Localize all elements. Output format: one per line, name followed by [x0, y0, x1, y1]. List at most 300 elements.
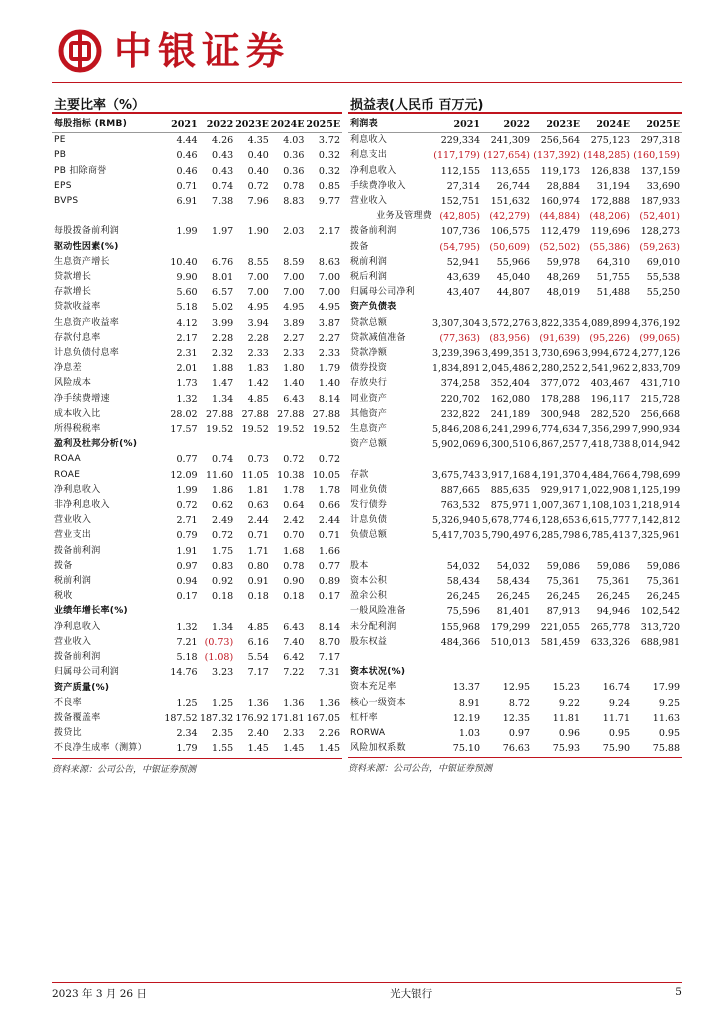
income-row-label: 手续费净收入: [350, 180, 406, 191]
income-cell: 75.10: [452, 743, 480, 755]
ratio-cell: [235, 240, 271, 255]
ratio-cell: (1.08): [204, 652, 234, 664]
ratio-cell: 7.38: [212, 196, 234, 208]
ratio-row: [52, 148, 342, 163]
income-cell: 3,994,672: [582, 348, 631, 360]
income-cell: 69,010: [646, 256, 680, 268]
ratio-cell: 5.54: [247, 652, 269, 664]
income-cell: 8,014,942: [632, 439, 681, 451]
income-row: [348, 437, 682, 452]
income-cell: [582, 665, 632, 680]
income-cell: [582, 300, 632, 315]
ratio-cell: 7.00: [318, 287, 340, 299]
income-cell: 55,966: [496, 256, 530, 268]
ratio-row-label: 拨备前利润: [54, 652, 101, 663]
income-cell: 403,467: [590, 378, 630, 390]
income-cell: [632, 650, 682, 665]
page-footer: [52, 986, 682, 1001]
ratio-cell: 0.78: [283, 180, 305, 192]
income-row: [348, 285, 682, 300]
income-row: [348, 224, 682, 239]
income-row-label: 贷款净额: [350, 348, 388, 359]
ratio-cell: 0.72: [247, 180, 269, 192]
income-cell: 75,361: [546, 576, 580, 588]
income-row-label: 生息资产: [350, 424, 388, 435]
income-row-label: 股东权益: [350, 636, 388, 647]
income-cell: 15.23: [552, 682, 580, 694]
income-cell: 4,089,899: [582, 317, 631, 329]
income-cell: 4,277,126: [632, 348, 681, 360]
ratio-cell: 2.35: [212, 728, 234, 740]
income-cell: [432, 665, 482, 680]
ratio-row: [52, 635, 342, 650]
ratio-row: [52, 179, 342, 194]
income-row: [348, 696, 682, 711]
income-cell: 241,189: [490, 408, 530, 420]
income-cell: 1,007,367: [532, 500, 581, 512]
ratio-row: [52, 665, 342, 680]
income-row: [348, 240, 682, 255]
ratio-cell: [200, 240, 236, 255]
ratio-cell: 2.27: [283, 332, 305, 344]
ratio-row: [52, 164, 342, 179]
income-cell: 152,751: [440, 196, 480, 208]
income-cell: 688,981: [640, 636, 680, 648]
ratio-row: [52, 650, 342, 665]
ratio-cell: 4.35: [247, 135, 269, 147]
ratio-row: [52, 133, 342, 149]
ratio-cell: 19.52: [205, 424, 234, 436]
income-row: [348, 255, 682, 270]
ratio-cell: 0.32: [318, 165, 340, 177]
income-header-label: 利润表: [348, 117, 432, 133]
income-cell: 9.22: [558, 697, 580, 709]
ratio-row-label: BVPS: [54, 196, 79, 207]
income-cell: 1,834,891: [432, 363, 481, 375]
ratio-row: [52, 422, 342, 437]
income-cell: 6,615,777: [582, 515, 631, 527]
income-panel-title: 损益表(人民币 百万元): [350, 98, 484, 113]
income-cell: 241,309: [490, 135, 530, 147]
income-row: [348, 620, 682, 635]
income-cell: 113,655: [490, 165, 530, 177]
income-cell: 9.25: [658, 697, 680, 709]
income-cell: 3,675,743: [432, 469, 481, 481]
report-date: 2023 年 3 月 26 日: [52, 988, 147, 1000]
bank-of-china-logo-icon: [58, 29, 102, 73]
income-cell: 54,032: [496, 560, 530, 572]
ratio-cell: 2.17: [176, 332, 198, 344]
income-cell: 48,019: [546, 287, 580, 299]
ratio-cell: 2.32: [212, 348, 234, 360]
income-cell: 12.35: [502, 712, 530, 724]
ratio-cell: 3.99: [212, 317, 234, 329]
ratio-row-label: 不良率: [54, 697, 82, 708]
income-cell: 5,902,069: [432, 439, 481, 451]
income-cell: 16.74: [602, 682, 630, 694]
income-cell: 55,538: [646, 272, 680, 284]
ratio-cell: 28.02: [170, 408, 198, 420]
ratio-cell: [271, 209, 307, 224]
income-cell: 275,123: [590, 135, 630, 147]
income-cell: (127,654): [483, 150, 530, 162]
ratio-year-header: 2022: [200, 117, 236, 133]
ratio-row-label: 归属母公司利润: [54, 667, 120, 678]
income-cell: 6,128,653: [532, 515, 581, 527]
ratio-cell: 6.76: [212, 256, 234, 268]
ratio-cell: 1.45: [318, 743, 340, 755]
income-row: [348, 270, 682, 285]
ratio-cell: 5.18: [176, 652, 198, 664]
income-cell: 5,790,497: [482, 530, 531, 542]
income-cell: 4,484,766: [582, 469, 631, 481]
ratio-row-label: PE: [54, 135, 66, 146]
ratio-row-label: PB: [54, 150, 67, 161]
ratio-cell: 4.95: [247, 302, 269, 314]
income-cell: 3,730,696: [532, 348, 581, 360]
ratio-cell: 12.09: [170, 469, 198, 481]
income-cell: 26,245: [496, 591, 530, 603]
income-row-label: 资产负债表: [350, 302, 397, 313]
income-cell: 196,117: [590, 393, 630, 405]
ratio-cell: 0.36: [283, 150, 305, 162]
ratio-row-label: 净利息收入: [54, 621, 101, 632]
ratio-cell: 0.89: [318, 576, 340, 588]
ratio-cell: 0.18: [212, 591, 234, 603]
ratio-cell: 27.88: [312, 408, 340, 420]
ratio-cell: 1.90: [247, 226, 269, 238]
income-row-label: 业务及管理费: [376, 211, 432, 222]
ratio-cell: 1.25: [176, 697, 198, 709]
ratio-cell: 1.36: [318, 697, 340, 709]
income-cell: 27,314: [446, 180, 480, 192]
ratio-cell: 0.72: [176, 500, 198, 512]
income-row-label: 一般风险准备: [350, 606, 406, 617]
income-row-label: 盈余公积: [350, 591, 388, 602]
ratio-cell: 10.40: [170, 256, 198, 268]
ratio-cell: (0.73): [204, 636, 234, 648]
income-row-label: 核心一级资本: [350, 697, 406, 708]
income-cell: [432, 650, 482, 665]
ratio-cell: 0.71: [318, 530, 340, 542]
income-cell: 484,366: [440, 636, 480, 648]
ratio-row: [52, 392, 342, 407]
income-cell: 128,273: [640, 226, 680, 238]
income-cell: 187,933: [640, 196, 680, 208]
ratio-cell: 1.25: [212, 697, 234, 709]
ratio-row: [52, 316, 342, 331]
ratio-row: [52, 513, 342, 528]
income-row: [348, 528, 682, 543]
ratio-row: [52, 407, 342, 422]
income-row-label: 资产总额: [350, 439, 388, 450]
income-cell: 58,434: [446, 576, 480, 588]
ratio-row-label: 拨备前利润: [54, 545, 101, 556]
income-cell: 51,488: [596, 287, 630, 299]
ratio-cell: 171.81: [271, 712, 305, 724]
income-cell: 55,250: [646, 287, 680, 299]
income-cell: 2,045,486: [482, 363, 531, 375]
ratio-cell: 7.21: [176, 636, 198, 648]
ratio-row: [52, 726, 342, 741]
ratio-cell: [235, 209, 271, 224]
ratio-cell: 2.31: [176, 348, 198, 360]
ratio-cell: 0.18: [283, 591, 305, 603]
ratio-cell: 0.73: [247, 454, 269, 466]
income-row: [348, 498, 682, 513]
ratio-cell: 1.75: [212, 545, 234, 557]
income-cell: 45,040: [496, 272, 530, 284]
ratio-cell: 6.57: [212, 287, 234, 299]
ratio-cell: 2.44: [318, 515, 340, 527]
income-cell: 7,990,934: [632, 424, 681, 436]
income-cell: [632, 665, 682, 680]
income-cell: [532, 665, 582, 680]
income-cell: 75,361: [596, 576, 630, 588]
income-row: [348, 179, 682, 194]
ratio-cell: 1.80: [283, 363, 305, 375]
income-row: [348, 680, 682, 695]
ratio-cell: 8.83: [283, 196, 305, 208]
ratio-cell: 1.78: [283, 484, 305, 496]
ratio-row-label: 驱动性因素(%): [54, 241, 119, 252]
ratio-row: [52, 346, 342, 361]
ratio-header-label: 每股指标 (RMB): [52, 117, 164, 133]
income-cell: [582, 452, 632, 467]
income-cell: 106,575: [490, 226, 530, 238]
ratio-row: [52, 240, 342, 255]
ratio-cell: 6.91: [176, 196, 198, 208]
income-cell: 1,022,908: [582, 484, 631, 496]
income-cell: 2,280,252: [532, 363, 581, 375]
ratio-cell: 0.80: [247, 560, 269, 572]
ratio-row-label: 资产质量(%): [54, 682, 110, 693]
income-cell: [432, 544, 482, 559]
income-cell: 33,690: [646, 180, 680, 192]
income-cell: 3,239,396: [432, 348, 481, 360]
income-cell: 929,917: [540, 484, 580, 496]
ratio-cell: 2.28: [247, 332, 269, 344]
income-table: [348, 117, 682, 756]
income-cell: 26,245: [646, 591, 680, 603]
ratio-year-header: 2021: [164, 117, 200, 133]
ratio-row: [52, 528, 342, 543]
income-cell: 7,142,812: [632, 515, 681, 527]
ratio-row-label: 风险成本: [54, 378, 92, 389]
income-cell: 172,888: [590, 196, 630, 208]
income-row: [348, 422, 682, 437]
income-row: [348, 635, 682, 650]
ratio-row: [52, 483, 342, 498]
income-cell: 2,541,962: [582, 363, 631, 375]
income-cell: 1,108,103: [582, 500, 631, 512]
income-row: [348, 300, 682, 315]
income-row-label: [348, 650, 432, 665]
ratio-cell: [306, 604, 342, 619]
income-cell: 151,632: [490, 196, 530, 208]
income-cell: [482, 300, 532, 315]
ratio-row-label: 营业收入: [54, 636, 92, 647]
income-cell: 43,407: [446, 287, 480, 299]
ratio-cell: [306, 240, 342, 255]
ratio-row: [52, 468, 342, 483]
ratio-cell: 4.03: [283, 135, 305, 147]
income-cell: 17.99: [652, 682, 680, 694]
income-cell: 8.91: [458, 697, 480, 709]
ratio-cell: 10.38: [277, 469, 305, 481]
ratio-cell: 4.26: [212, 135, 234, 147]
ratio-cell: 0.43: [212, 165, 234, 177]
ratio-row-label: 拨备: [54, 560, 73, 571]
income-year-header: 2023E: [532, 117, 582, 133]
income-row: [348, 361, 682, 376]
ratio-cell: 2.49: [212, 515, 234, 527]
income-cell: 59,978: [546, 256, 580, 268]
ratio-cell: 2.33: [283, 728, 305, 740]
ratio-row-label: 生息资产增长: [54, 256, 110, 267]
ratio-row-label: 计息负债付息率: [54, 348, 120, 359]
income-cell: [482, 650, 532, 665]
ratio-cell: 8.70: [318, 636, 340, 648]
income-cell: 81,401: [496, 606, 530, 618]
ratio-cell: 1.68: [283, 545, 305, 557]
income-cell: 13.37: [452, 682, 480, 694]
ratio-cell: 8.14: [318, 393, 340, 405]
ratio-cell: [235, 604, 271, 619]
income-cell: 31,194: [596, 180, 630, 192]
ratio-cell: 27.88: [277, 408, 305, 420]
income-cell: 431,710: [640, 378, 680, 390]
ratio-cell: 1.36: [283, 697, 305, 709]
income-cell: 119,173: [540, 165, 580, 177]
ratio-cell: 7.17: [318, 652, 340, 664]
ratio-cell: [200, 604, 236, 619]
ratio-cell: 0.74: [212, 180, 234, 192]
ratio-cell: 0.70: [283, 530, 305, 542]
income-row-label: 风险加权系数: [350, 743, 406, 754]
ratio-cell: 176.92: [235, 712, 269, 724]
income-row-label: 同业资产: [350, 393, 388, 404]
ratio-cell: 19.52: [241, 424, 269, 436]
ratio-row-label: PB 扣除商誉: [54, 165, 107, 176]
income-cell: 7,325,961: [632, 530, 681, 542]
income-cell: 26,245: [596, 591, 630, 603]
income-row-label: 计息负债: [350, 515, 388, 526]
income-cell: (48,206): [589, 211, 630, 223]
ratio-cell: 7.96: [247, 196, 269, 208]
income-cell: 94,946: [596, 606, 630, 618]
ratio-cell: 19.52: [277, 424, 305, 436]
income-cell: [632, 544, 682, 559]
ratio-row-label: 拨贷比: [54, 728, 82, 739]
ratio-row: [52, 331, 342, 346]
ratio-row: [52, 255, 342, 270]
income-cell: [482, 665, 532, 680]
ratio-row: [52, 589, 342, 604]
income-cell: 112,479: [540, 226, 580, 238]
ratio-cell: 0.17: [318, 591, 340, 603]
income-cell: 887,665: [440, 484, 480, 496]
income-cell: 581,459: [540, 636, 580, 648]
income-cell: 52,941: [446, 256, 480, 268]
income-row: [348, 483, 682, 498]
ratio-cell: 10.05: [312, 469, 340, 481]
ratio-row-label: 成本收入比: [54, 408, 101, 419]
income-row-label: 负债总额: [350, 530, 388, 541]
ratio-cell: 5.18: [176, 302, 198, 314]
ratio-cell: 2.33: [318, 348, 340, 360]
income-cell: [632, 452, 682, 467]
ratio-row-label: 贷款收益率: [54, 302, 101, 313]
ratio-cell: 4.85: [247, 393, 269, 405]
income-cell: 48,269: [546, 272, 580, 284]
ratio-cell: 2.03: [283, 226, 305, 238]
income-cell: [482, 544, 532, 559]
ratio-cell: 1.86: [212, 484, 234, 496]
brand-logo: [58, 27, 290, 75]
income-cell: 11.71: [602, 712, 630, 724]
income-cell: 6,285,798: [532, 530, 581, 542]
income-cell: 7,356,299: [582, 424, 631, 436]
ratio-row: [52, 361, 342, 376]
income-row-label: 利息收入: [350, 135, 388, 146]
income-cell: 1,125,199: [632, 484, 681, 496]
income-cell: 215,728: [640, 393, 680, 405]
income-row-label: 税前利润: [350, 256, 388, 267]
ratio-cell: 7.00: [283, 287, 305, 299]
ratio-row-label: 税收: [54, 591, 73, 602]
ratio-cell: [306, 209, 342, 224]
income-cell: 26,245: [446, 591, 480, 603]
income-cell: 885,635: [490, 484, 530, 496]
income-cell: 26,744: [496, 180, 530, 192]
ratio-cell: 0.72: [212, 530, 234, 542]
ratio-cell: 0.63: [247, 500, 269, 512]
ratio-cell: 1.88: [212, 363, 234, 375]
income-cell: 3,499,351: [482, 348, 531, 360]
ratio-cell: 2.33: [247, 348, 269, 360]
income-cell: 221,055: [540, 621, 580, 633]
ratio-row: [52, 224, 342, 239]
income-row-label: 资本公积: [350, 576, 388, 587]
ratio-table-header: [52, 117, 342, 133]
ratio-cell: 0.79: [176, 530, 198, 542]
income-cell: 155,968: [440, 621, 480, 633]
income-cell: 44,807: [496, 287, 530, 299]
income-cell: 7,418,738: [582, 439, 631, 451]
income-cell: 75.90: [602, 743, 630, 755]
income-row-label: 未分配利润: [350, 621, 397, 632]
income-row-label: 存款: [350, 469, 369, 480]
income-cell: 75.88: [652, 743, 680, 755]
income-row-label: 税后利润: [350, 272, 388, 283]
ratio-cell: [271, 604, 307, 619]
ratio-row-label: 净手续费增速: [54, 393, 110, 404]
ratio-row: [52, 285, 342, 300]
income-cell: 763,532: [440, 500, 480, 512]
ratio-cell: 1.99: [176, 484, 198, 496]
ratio-cell: 1.55: [212, 743, 234, 755]
ratio-cell: [271, 681, 307, 696]
income-cell: [582, 650, 632, 665]
ratio-row-label: 拨备覆盖率: [54, 712, 101, 723]
income-cell: (117,179): [433, 150, 480, 162]
income-cell: [582, 544, 632, 559]
ratio-cell: 1.66: [318, 545, 340, 557]
ratio-cell: 2.17: [318, 226, 340, 238]
ratio-cell: 0.71: [176, 180, 198, 192]
income-row-label: 杠杆率: [350, 712, 378, 723]
